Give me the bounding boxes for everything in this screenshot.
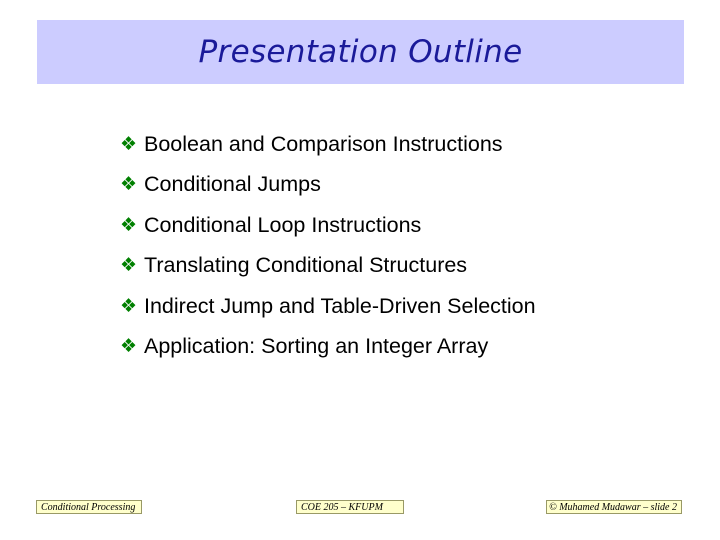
outline-item-text: Conditional Loop Instructions [144, 212, 422, 237]
outline-list [120, 124, 536, 367]
outline-item [120, 205, 536, 246]
footer-center-text: COE 205 – KFUPM [301, 501, 383, 513]
outline-item [120, 246, 536, 287]
diamond-bullet-icon: ❖ [120, 173, 138, 196]
slide-title: Presentation Outline [198, 34, 523, 70]
outline-item [120, 327, 536, 368]
outline-item [120, 124, 536, 165]
footer-course-code [296, 500, 404, 514]
outline-item-text: Translating Conditional Structures [144, 253, 468, 278]
diamond-bullet-icon: ❖ [120, 254, 138, 277]
footer-copyright [546, 500, 682, 514]
diamond-bullet-icon: ❖ [120, 294, 138, 317]
diamond-bullet-icon: ❖ [120, 335, 138, 358]
slide-title-bar [37, 20, 684, 84]
footer-course-topic [36, 500, 142, 514]
outline-item [120, 165, 536, 206]
outline-item-text: Indirect Jump and Table-Driven Selection [144, 293, 536, 318]
outline-item [120, 286, 536, 327]
footer-left-text: Conditional Processing [41, 501, 136, 513]
diamond-bullet-icon: ❖ [120, 132, 138, 155]
diamond-bullet-icon: ❖ [120, 213, 138, 236]
footer-right-text: © Muhamed Mudawar – slide 2 [549, 501, 677, 513]
outline-item-text: Application: Sorting an Integer Array [144, 334, 489, 359]
outline-item-text: Conditional Jumps [144, 172, 321, 197]
slide-footer [0, 500, 720, 516]
outline-item-text: Boolean and Comparison Instructions [144, 131, 503, 156]
